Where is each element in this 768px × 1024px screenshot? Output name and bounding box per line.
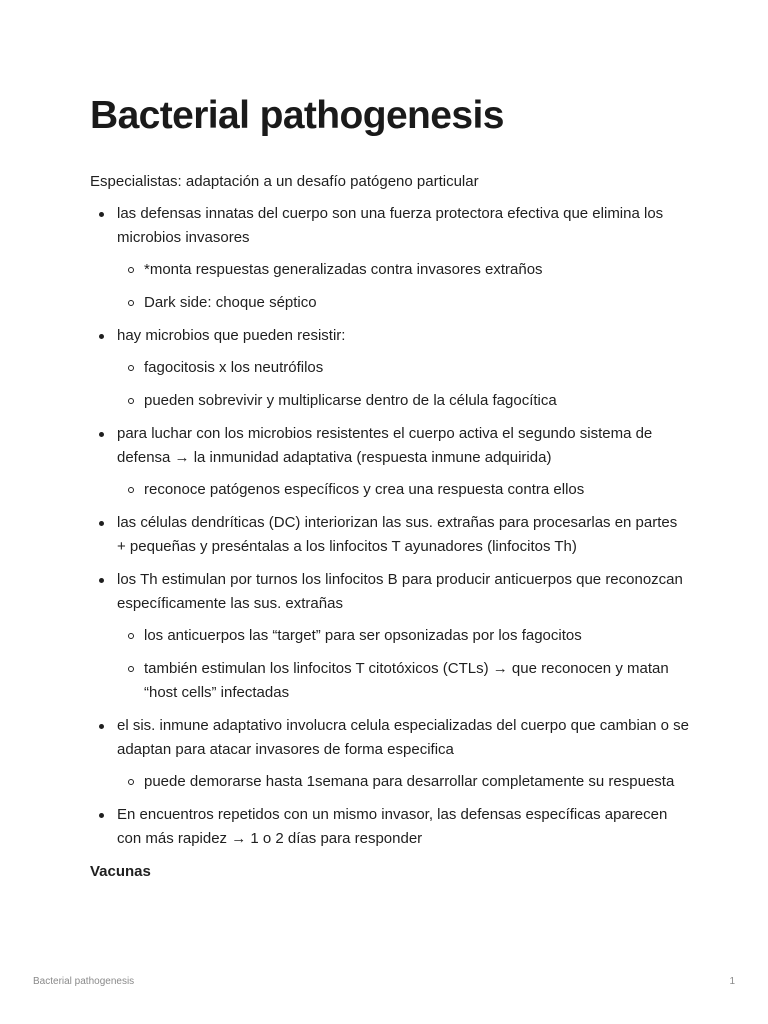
sub-list [117,478,690,502]
bullet-dot-icon [99,813,104,818]
bullet-circle-icon [128,267,134,273]
list-item-text: las células dendríticas (DC) interiorizan las sus. extrañas para procesarlas en partes + pequeñas y preséntalas a los linfocitos T ayunadores (linfocitos Th) [117,514,678,555]
bullet-dot-icon [99,334,104,339]
list-item [90,714,690,794]
list-item-text: para luchar con los microbios resistentes el cuerpo activa el segundo sistema de defensa → la inmunidad adaptativa (respuesta inmune adquirida) [117,425,653,466]
bullet-list [90,202,690,851]
list-item [90,422,690,502]
list-item-text: el sis. inmune adaptativo involucra celula especializadas del cuerpo que cambian o se adaptan para atacar invasores de forma especifica [117,717,690,758]
sub-list-item-text: pueden sobrevivir y multiplicarse dentro de la célula fagocítica [144,392,557,409]
bullet-dot-icon [99,521,104,526]
list-item-text: las defensas innatas del cuerpo son una fuerza protectora efectiva que elimina los microbios invasores [117,205,664,246]
bullet-dot-icon [99,212,104,217]
section-heading-vacunas: Vacunas [90,863,151,880]
bullet-circle-icon [128,487,134,493]
bullet-circle-icon [128,633,134,639]
sub-list-item-text: Dark side: choque séptico [144,294,317,311]
sub-list-item [117,258,690,282]
sub-list-item [117,657,690,705]
bullet-circle-icon [128,779,134,785]
list-item [90,511,690,559]
sub-list [117,770,690,794]
sub-list-item-text: reconoce patógenos específicos y crea una respuesta contra ellos [144,481,585,498]
list-item-text: los Th estimulan por turnos los linfocitos B para producir anticuerpos que reconozcan específicamente las sus. extrañas [117,571,683,612]
sub-list-item [117,356,690,380]
list-item [90,324,690,413]
footer-document-name: Bacterial pathogenesis [33,976,135,987]
bullet-circle-icon [128,300,134,306]
sub-list [117,624,690,705]
intro-paragraph: Especialistas: adaptación a un desafío patógeno particular [90,173,479,190]
sub-list-item [117,770,690,794]
sub-list-item [117,291,690,315]
sub-list [117,258,690,315]
bullet-circle-icon [128,398,134,404]
footer-page-number: 1 [729,976,735,987]
sub-list-item-text: también estimulan los linfocitos T citotóxicos (CTLs) → que reconocen y matan “host cells” infectadas [144,660,669,701]
sub-list-item [117,624,690,648]
list-item [90,568,690,705]
sub-list-item-text: puede demorarse hasta 1semana para desarrollar completamente su respuesta [144,773,675,790]
sub-list [117,356,690,413]
list-item-text: En encuentros repetidos con un mismo invasor, las defensas específicas aparecen con más rapidez → 1 o 2 días para responder [117,806,668,847]
page-title: Bacterial pathogenesis [90,94,504,137]
sub-list-item-text: *monta respuestas generalizadas contra invasores extraños [144,261,543,278]
list-item [90,202,690,315]
bullet-circle-icon [128,365,134,371]
sub-list-item [117,389,690,413]
sub-list-item-text: los anticuerpos las “target” para ser opsonizadas por los fagocitos [144,627,582,644]
bullet-dot-icon [99,578,104,583]
bullet-dot-icon [99,724,104,729]
bullet-dot-icon [99,432,104,437]
list-item-text: hay microbios que pueden resistir: [117,327,346,344]
sub-list-item [117,478,690,502]
list-item [90,803,690,851]
document-page [90,92,690,884]
sub-list-item-text: fagocitosis x los neutrófilos [144,359,324,376]
bullet-circle-icon [128,666,134,672]
